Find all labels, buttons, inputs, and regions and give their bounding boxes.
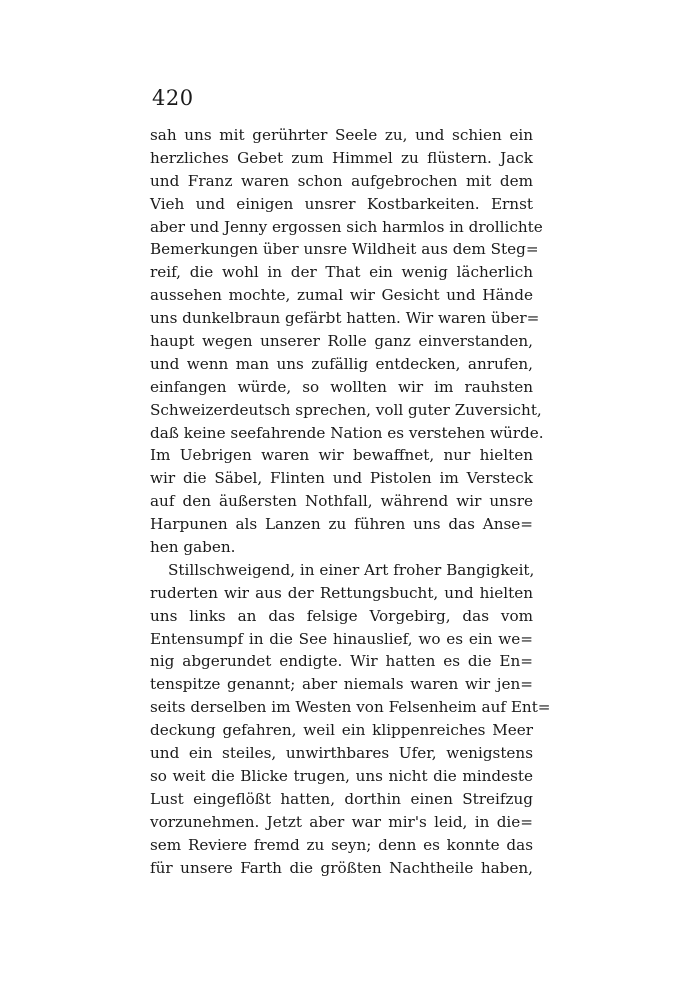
text-line: vorzunehmen. Jetzt aber war mir's leid, in die= <box>150 812 533 831</box>
text-line: deckung gefahren, weil ein klippenreiches Meer <box>150 721 533 740</box>
text-line: Lust eingeflößt hatten, dorthin einen Streifzug <box>150 789 533 808</box>
text-line: daß keine seefahrende Nation es verstehen würde. <box>150 423 544 442</box>
text-line: Bemerkungen über unsre Wildheit aus dem Steg= <box>150 240 539 259</box>
text-line: auf den äußersten Nothfall, während wir unsre <box>150 492 533 511</box>
text-line: uns dunkelbraun gefärbt hatten. Wir waren über= <box>150 309 540 328</box>
text-line: sah uns mit gerührter Seele zu, und schien ein <box>150 126 533 144</box>
text-line: Vieh und einigen unsrer Kostbarkeiten. Ernst <box>150 194 533 213</box>
text-line: aussehen mochte, zumal wir Gesicht und Hände <box>150 286 533 305</box>
text-line: und ein steiles, unwirthbares Ufer, wenigstens <box>150 744 533 763</box>
text-line: und wenn man uns zufällig entdecken, anrufen, <box>150 354 533 373</box>
text-line: sem Reviere fremd zu seyn; denn es konnte das <box>150 835 533 854</box>
text-line: so weit die Blicke trugen, uns nicht die mindeste <box>150 766 533 785</box>
paragraph-end-line: hen gaben. <box>150 538 236 557</box>
text-line: aber und Jenny ergossen sich harmlos in drollichte <box>150 217 543 236</box>
text-line: einfangen würde, so wollten wir im rauhsten <box>150 377 533 396</box>
text-line: und Franz waren schon aufgebrochen mit dem <box>150 171 533 190</box>
text-line: herzliches Gebet zum Himmel zu flüstern. Jack <box>150 148 533 167</box>
text-line: reif, die wohl in der That ein wenig lächerlich <box>150 263 533 282</box>
text-line: ruderten wir aus der Rettungsbucht, und hielten <box>150 583 533 602</box>
text-line: uns links an das felsige Vorgebirg, das vom <box>150 606 533 625</box>
page-body-text <box>150 124 551 879</box>
text-line: haupt wegen unserer Rolle ganz einverstanden, <box>150 332 533 351</box>
paragraph-start-line: Stillschweigend, in einer Art froher Bangigkeit, <box>168 560 535 579</box>
text-line: Schweizerdeutsch sprechen, voll guter Zuversicht, <box>150 400 542 419</box>
text-line: Im Uebrigen waren wir bewaffnet, nur hielten <box>150 446 533 465</box>
page-number: 420 <box>152 86 194 110</box>
text-line: Harpunen als Lanzen zu führen uns das Anse= <box>150 515 533 534</box>
text-line: seits derselben im Westen von Felsenheim auf Ent= <box>150 698 551 717</box>
text-line: nig abgerundet endigte. Wir hatten es die En= <box>150 652 533 671</box>
text-line: tenspitze genannt; aber niemals waren wir jen= <box>150 675 533 694</box>
text-line: wir die Säbel, Flinten und Pistolen im Versteck <box>150 469 533 488</box>
text-line: Entensumpf in die See hinauslief, wo es ein we= <box>150 629 533 648</box>
text-line: für unsere Farth die größten Nachtheile haben, <box>150 858 533 877</box>
